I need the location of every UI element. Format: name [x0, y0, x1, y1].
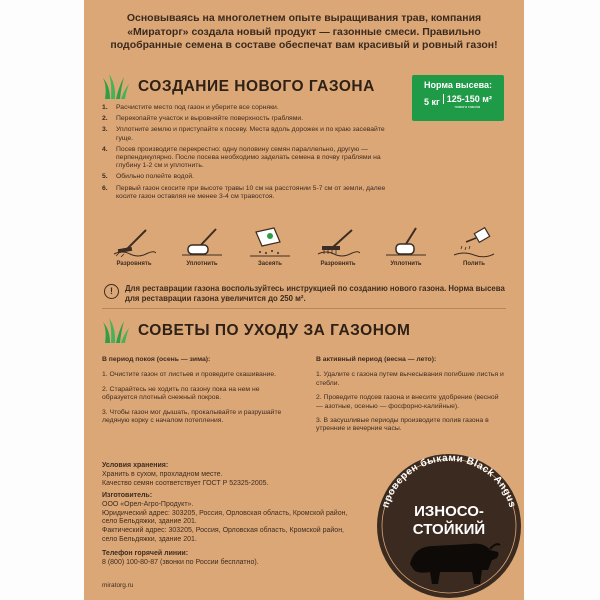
- grass-icon: [102, 74, 130, 100]
- roller-icon: [180, 226, 224, 258]
- active-heading: В активный период (весна — лето):: [316, 356, 437, 363]
- care-item: 2. Проведите подсев газона и внесите удобрение (весной — азотные, осенью — фосфорно-калийные).: [316, 394, 499, 410]
- step-item: 5. Обильно полейте водой.: [102, 173, 195, 181]
- watering-can-icon: [452, 226, 496, 258]
- icon-step-seed: Засеять: [240, 226, 300, 276]
- care-dormant-column: [102, 356, 292, 431]
- care-item: 3. В засушливые периоды производите полив газона в утренние и вечерние часы.: [316, 417, 489, 433]
- rake-icon: [112, 226, 156, 258]
- hotline-block: [102, 550, 352, 568]
- seeding-rate-box: [412, 75, 504, 121]
- divider: [102, 308, 506, 309]
- storage-line: Хранить в сухом, прохладном месте.: [102, 470, 223, 478]
- emblem-line1: ИЗНОСО-: [414, 503, 484, 520]
- rate-area: 125-150 м²: [443, 94, 492, 104]
- website: miratorg.ru: [102, 582, 134, 589]
- steps-list: [102, 104, 402, 204]
- care-item: 1. Удалите с газона путем вычесывания погибшие листья и стебли.: [316, 371, 504, 387]
- storage-title: Условия хранения:: [102, 462, 169, 469]
- info-icon: !: [104, 284, 119, 299]
- icon-step-rake-2: Разровнять: [308, 226, 368, 276]
- emblem-badge: [374, 446, 524, 600]
- icon-step-rake: Разровнять: [104, 226, 164, 276]
- icon-step-roller: Уплотнить: [172, 226, 232, 276]
- care-item: 1. Очистите газон от листьев и проведите скашивание.: [102, 371, 277, 379]
- manufacturer-title: Изготовитель:: [102, 492, 153, 499]
- emblem-line2: СТОЙКИЙ: [412, 521, 486, 538]
- rate-title: Норма высева:: [423, 80, 493, 90]
- manufacturer-block: [102, 492, 352, 545]
- care-item: 3. Чтобы газон мог дышать, прокалывайте и разрушайте ледяную корку с началом потепления.: [102, 408, 282, 425]
- dormant-heading: В период покоя (осень — зима):: [102, 356, 211, 363]
- storage-block: [102, 462, 352, 488]
- care-header: [102, 318, 410, 344]
- step-item: 1. Расчистите место под газон и уберите все сорняки.: [102, 104, 279, 111]
- step-icons: [104, 226, 504, 276]
- icon-step-roller-2: Уплотнить: [376, 226, 436, 276]
- step-item: 4. Посев производите перекрестно: одну половину семян параллельно, другую — перпендикулярно. После посева необходимо заделать семена в почву граблями на глубину 1-2 см и уплотнить.: [102, 145, 381, 170]
- manufacturer-line: ООО «Орел-Агро-Продукт».: [102, 500, 194, 508]
- step-item: 3. Уплотните землю и приступайте к посеву. Места вдоль дорожек и по краю засевайте гуще.: [102, 126, 385, 142]
- care-title: СОВЕТЫ ПО УХОДУ ЗА ГАЗОНОМ: [138, 322, 411, 339]
- grass-icon: [102, 318, 130, 344]
- manufacturer-line: Юридический адрес: 303205, Россия, Орловская область, Кромской район, село Бельдяжки, здание 201.: [102, 509, 348, 526]
- intro-text: Основываясь на многолетнем опыте выращивания трав, компания «Мираторг» создала новый продукт — газонные смеси. Правильно подобранные семена в составе обеспечат вам красивый и ровный газон!: [110, 12, 498, 51]
- emblem-arc-text: проверен быками Black Angus: [380, 452, 518, 510]
- roller-icon: [384, 226, 428, 258]
- storage-line: Качество семян соответствует ГОСТ Р 52325-2005.: [102, 479, 269, 487]
- new-lawn-title: СОЗДАНИЕ НОВОГО ГАЗОНА: [138, 78, 375, 95]
- seed-package-back: [84, 0, 524, 600]
- new-lawn-header: [102, 74, 375, 100]
- restoration-note: [104, 284, 508, 304]
- care-active-column: [316, 356, 506, 440]
- hotline-title: Телефон горячей линии:: [102, 550, 189, 557]
- rate-sub: нового газона: [454, 104, 481, 109]
- rake-icon: [316, 226, 360, 258]
- rate-weight: 5 кг: [424, 96, 440, 107]
- icon-step-water: Полить: [444, 226, 504, 276]
- care-item: 2. Старайтесь не ходить по газону пока на нем не образуется плотный снежный покров.: [102, 385, 260, 402]
- step-item: 2. Перекопайте участок и выровняйте поверхность граблями.: [102, 115, 304, 123]
- manufacturer-line: Фактический адрес: 303205, Россия, Орловская область, Кромской район, село Бельдяжки, здание 201.: [102, 527, 344, 543]
- restoration-text: Для реставрации газона воспользуйтесь инструкцией по созданию нового газона. Норма высева для реставрации газона увеличится до 250 м².: [125, 284, 505, 303]
- step-item: 6. Первый газон скосите при высоте травы 10 см на расстоянии 5-7 см от земли, далее косите газон оставляя не менее 3-4 см травостоя.: [102, 184, 386, 200]
- hotline-line: 8 (800) 100-80-87 (звонки по России бесплатно).: [102, 558, 259, 566]
- seed-bag-icon: [248, 226, 292, 258]
